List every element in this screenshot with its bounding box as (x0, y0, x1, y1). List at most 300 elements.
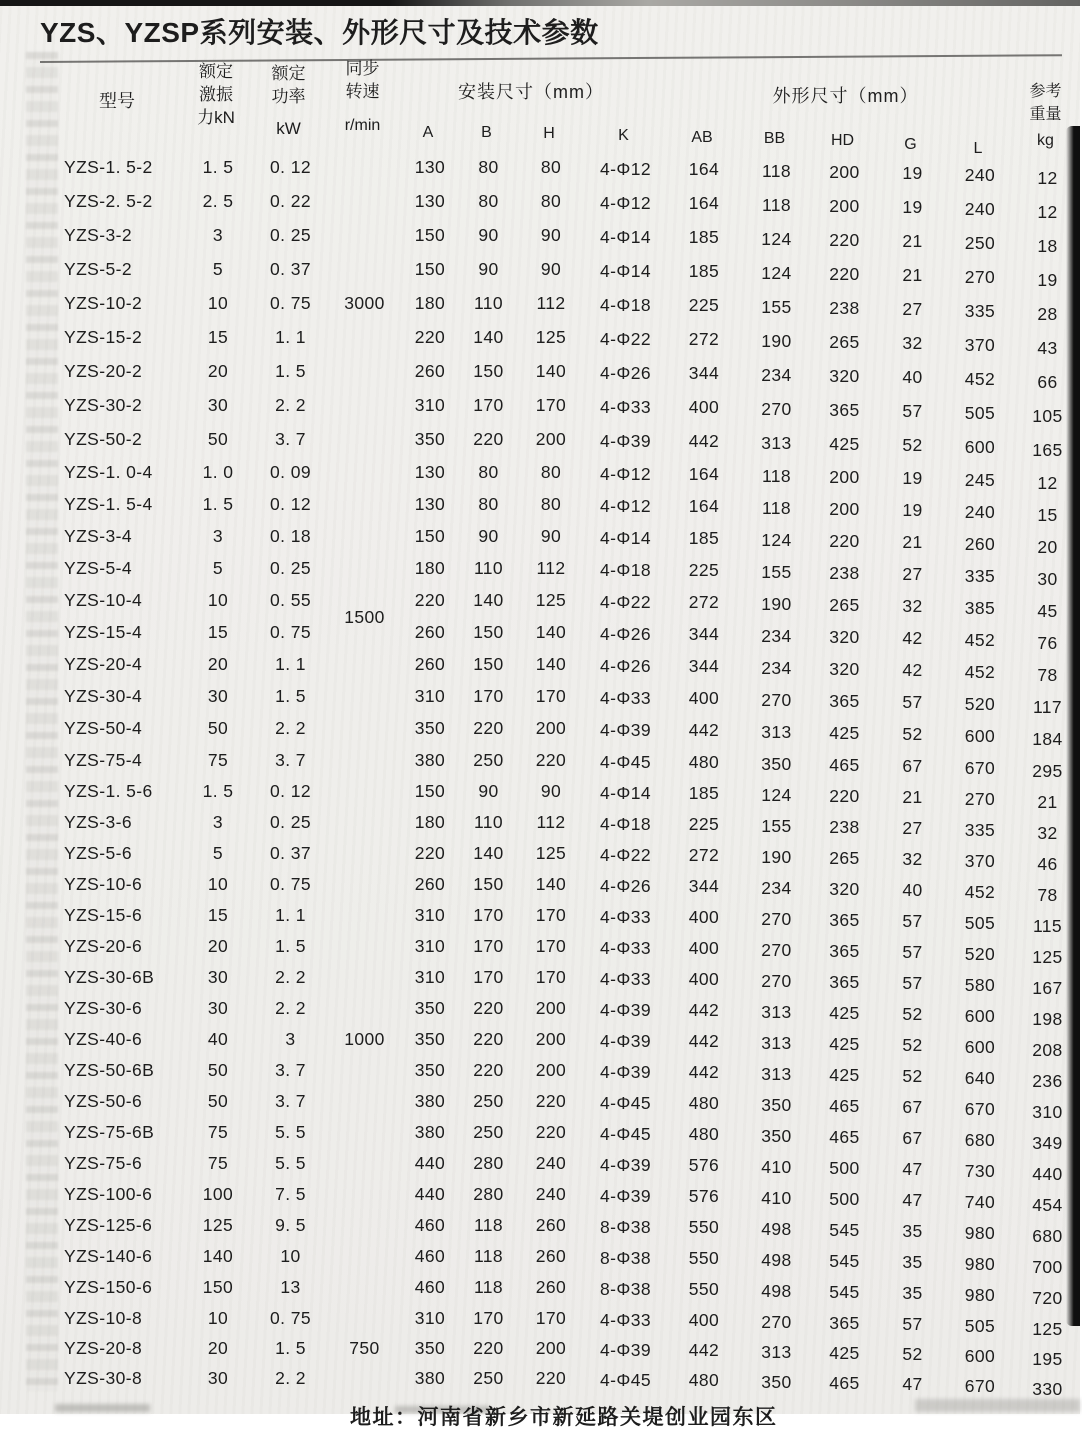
cell-L: 452 (964, 882, 996, 902)
cell-model: YZS-75-6B (64, 1122, 155, 1142)
cell-weight: 184 (1032, 728, 1063, 749)
cell-K: 4-Φ33 (600, 969, 651, 989)
cell-rated-power: 2. 2 (275, 998, 306, 1018)
cell-HD: 500 (829, 1158, 860, 1178)
col-header-sync-speed-line: 同步 (345, 59, 380, 78)
col-header-HD: HD (830, 132, 855, 149)
cell-BB: 350 (761, 1095, 792, 1115)
cell-HD: 365 (829, 941, 860, 961)
cell-B: 250 (473, 749, 504, 770)
cell-exciting-force: 1. 5 (202, 493, 234, 514)
col-header-exciting-force-line: 额定 (199, 62, 233, 81)
col-header-L: L (973, 140, 983, 157)
cell-K: 4-Φ26 (600, 655, 651, 676)
cell-exciting-force: 50 (207, 428, 229, 449)
cell-H: 170 (535, 905, 567, 925)
cell-exciting-force: 5 (212, 258, 224, 279)
cell-G: 52 (902, 1004, 923, 1024)
cell-A: 130 (414, 156, 446, 177)
table-row (0, 218, 1080, 256)
cell-L: 670 (964, 1375, 996, 1396)
cell-A: 260 (414, 360, 446, 381)
cell-AB: 164 (688, 495, 720, 516)
cell-exciting-force: 30 (207, 967, 229, 987)
cell-exciting-force: 50 (207, 717, 229, 738)
cell-H: 170 (535, 394, 567, 415)
cell-AB: 550 (688, 1279, 720, 1299)
cell-G: 47 (902, 1159, 923, 1179)
cell-rated-power: 5. 5 (275, 1122, 306, 1142)
cell-BB: 234 (761, 657, 792, 678)
cell-model: YZS-50-6 (64, 1091, 143, 1111)
cell-L: 370 (964, 851, 996, 871)
cell-exciting-force: 100 (202, 1184, 234, 1204)
cell-AB: 344 (688, 623, 720, 644)
cell-rated-power: 1. 5 (275, 360, 306, 381)
col-header-rated-power-line: 功率 (271, 87, 306, 106)
cell-B: 150 (473, 360, 504, 381)
cell-weight: 78 (1037, 885, 1058, 905)
cell-K: 4-Φ33 (600, 907, 651, 927)
cell-weight: 236 (1032, 1071, 1063, 1091)
table-row (0, 520, 1080, 557)
cell-AB: 442 (688, 719, 720, 740)
cell-exciting-force: 20 (207, 936, 229, 956)
cell-A: 380 (414, 749, 446, 770)
cell-H: 140 (535, 874, 567, 894)
cell-G: 19 (902, 499, 923, 520)
cell-BB: 155 (761, 816, 792, 836)
cell-A: 150 (414, 224, 446, 245)
cell-H: 125 (535, 843, 567, 863)
table-row (0, 252, 1080, 290)
cell-AB: 185 (688, 260, 720, 281)
cell-model: YZS-3-6 (64, 812, 132, 832)
cell-rated-power: 3 (285, 1029, 296, 1049)
cell-rated-power: 3. 7 (275, 1060, 306, 1080)
cell-H: 240 (535, 1153, 567, 1173)
cell-rated-power: 0. 18 (270, 525, 311, 546)
cell-K: 4-Φ39 (600, 1031, 651, 1051)
cell-AB: 225 (688, 559, 720, 580)
cell-HD: 365 (829, 910, 860, 930)
cell-H: 80 (540, 461, 562, 482)
cell-B: 170 (473, 936, 504, 956)
cell-rated-power: 0. 22 (270, 190, 311, 211)
cell-H: 140 (535, 621, 567, 642)
cell-rated-power: 1. 1 (275, 326, 306, 347)
cell-K: 4-Φ33 (600, 687, 651, 708)
cell-A: 440 (414, 1184, 446, 1204)
cell-A: 180 (414, 557, 446, 578)
cell-HD: 200 (829, 161, 860, 182)
cell-exciting-force: 10 (207, 589, 229, 610)
cell-K: 4-Φ26 (600, 362, 651, 383)
cell-A: 440 (414, 1153, 446, 1173)
cell-K: 4-Φ39 (600, 1186, 651, 1206)
cell-AB: 442 (688, 1000, 720, 1020)
cell-L: 270 (964, 266, 996, 287)
cell-weight: 115 (1032, 916, 1063, 936)
cell-L: 452 (964, 629, 996, 650)
cell-A: 380 (414, 1091, 446, 1111)
cell-exciting-force: 10 (207, 874, 229, 894)
cell-rated-power: 3. 7 (275, 428, 306, 449)
col-header-ref-weight-unit: kg (1037, 132, 1054, 149)
cell-HD: 465 (829, 1372, 860, 1393)
table-row (0, 1055, 1080, 1091)
cell-A: 220 (414, 589, 446, 610)
cell-HD: 425 (829, 1034, 860, 1054)
cell-L: 730 (964, 1161, 996, 1181)
cell-B: 250 (473, 1091, 504, 1111)
table-row (0, 931, 1080, 967)
cell-weight: 125 (1032, 947, 1063, 967)
cell-HD: 465 (829, 1096, 860, 1116)
cell-weight: 330 (1032, 1378, 1063, 1399)
cell-G: 67 (902, 1128, 923, 1148)
cell-BB: 234 (761, 625, 792, 646)
col-header-rated-power (250, 62, 327, 140)
cell-A: 130 (414, 461, 446, 482)
cell-model: YZS-10-6 (64, 874, 143, 894)
cell-BB: 313 (761, 1002, 792, 1022)
cell-L: 240 (964, 501, 996, 522)
cell-B: 80 (478, 493, 499, 514)
cell-G: 52 (902, 1343, 923, 1364)
cell-H: 220 (535, 1367, 567, 1388)
cell-G: 27 (902, 818, 923, 838)
col-header-A: A (422, 124, 434, 141)
table-row (0, 807, 1080, 843)
cell-H: 240 (535, 1184, 567, 1204)
table-body (0, 150, 1080, 1399)
cell-HD: 200 (829, 466, 860, 487)
cell-model: YZS-50-4 (64, 717, 143, 738)
table-row (0, 422, 1080, 460)
cell-A: 350 (414, 1060, 446, 1080)
cell-AB: 576 (688, 1155, 720, 1175)
cell-A: 260 (414, 874, 446, 894)
cell-L: 680 (964, 1130, 996, 1150)
cell-H: 90 (540, 258, 562, 279)
cell-L: 600 (964, 1006, 996, 1026)
cell-exciting-force: 50 (207, 1091, 229, 1111)
cell-A: 460 (414, 1215, 446, 1235)
cell-G: 21 (902, 230, 923, 251)
table-row (0, 744, 1080, 781)
cell-exciting-force: 20 (207, 1337, 229, 1358)
col-header-sync-speed-line: 转速 (345, 82, 380, 101)
cell-L: 335 (964, 565, 996, 586)
cell-rated-power: 3. 7 (275, 1091, 306, 1111)
cell-HD: 365 (829, 972, 860, 992)
cell-L: 335 (964, 300, 996, 321)
cell-G: 19 (902, 196, 923, 217)
table-row (0, 150, 1080, 188)
cell-H: 80 (540, 190, 562, 211)
cell-model: YZS-1. 5-2 (64, 156, 153, 177)
cell-model: YZS-15-6 (64, 905, 143, 925)
cell-model: YZS-140-6 (64, 1246, 153, 1266)
cell-H: 200 (535, 1060, 567, 1080)
cell-exciting-force: 5 (212, 557, 224, 578)
cell-weight: 78 (1037, 664, 1058, 685)
cell-A: 380 (414, 1367, 446, 1388)
cell-weight: 12 (1037, 167, 1058, 188)
table-row (0, 184, 1080, 222)
cell-weight: 43 (1037, 337, 1058, 358)
cell-weight: 117 (1032, 696, 1063, 717)
cell-model: YZS-5-4 (64, 557, 132, 578)
cell-model: YZS-10-4 (64, 589, 143, 610)
cell-rated-power: 0. 55 (270, 589, 311, 610)
cell-rated-power: 0. 75 (270, 874, 311, 894)
cell-model: YZS-150-6 (64, 1277, 153, 1297)
cell-K: 4-Φ14 (600, 226, 651, 247)
table-row (0, 1272, 1080, 1308)
cell-L: 520 (964, 944, 996, 964)
cell-K: 8-Φ38 (600, 1279, 651, 1299)
cell-G: 21 (902, 531, 923, 552)
cell-A: 150 (414, 525, 446, 546)
cell-L: 250 (964, 232, 996, 253)
col-header-G: G (904, 136, 917, 153)
cell-G: 40 (902, 366, 923, 387)
cell-A: 310 (414, 967, 446, 987)
cell-model: YZS-75-4 (64, 749, 143, 770)
cell-A: 130 (414, 493, 446, 514)
cell-L: 740 (964, 1192, 996, 1212)
cell-B: 110 (473, 557, 504, 578)
cell-G: 57 (902, 942, 923, 962)
cell-HD: 545 (829, 1282, 860, 1302)
cell-model: YZS-50-2 (64, 428, 143, 449)
cell-G: 57 (902, 400, 923, 421)
cell-G: 32 (902, 332, 923, 353)
cell-L: 505 (964, 402, 996, 423)
cell-weight: 12 (1037, 472, 1058, 493)
cell-K: 4-Φ22 (600, 845, 651, 865)
cell-B: 220 (473, 717, 504, 738)
cell-G: 52 (902, 1035, 923, 1055)
cell-model: YZS-1. 5-6 (64, 781, 153, 801)
cell-K: 4-Φ22 (600, 328, 651, 349)
cell-B: 280 (473, 1153, 504, 1173)
cell-H: 112 (536, 292, 566, 313)
cell-model: YZS-20-4 (64, 653, 143, 674)
cell-exciting-force: 20 (207, 360, 229, 381)
cell-A: 350 (414, 998, 446, 1018)
cell-rated-power: 0. 37 (270, 843, 311, 863)
cell-BB: 155 (761, 561, 792, 582)
table-row (0, 648, 1080, 685)
cell-A: 150 (414, 781, 446, 801)
cell-H: 170 (535, 936, 567, 956)
table-row (0, 838, 1080, 874)
cell-exciting-force: 40 (207, 1029, 229, 1049)
cell-model: YZS-3-4 (64, 525, 132, 546)
col-header-sync-speed-unit: r/min (344, 117, 381, 134)
col-header-rated-power-line: 额定 (271, 64, 306, 83)
cell-L: 520 (964, 693, 996, 714)
cell-HD: 425 (829, 1342, 860, 1363)
cell-G: 67 (902, 755, 923, 776)
table-row (0, 320, 1080, 358)
cell-rated-power: 1. 5 (275, 1337, 306, 1358)
table-row (0, 1086, 1080, 1122)
cell-G: 47 (902, 1373, 923, 1394)
cell-exciting-force: 140 (202, 1246, 234, 1266)
cell-model: YZS-75-6 (64, 1153, 143, 1173)
col-header-ref-weight-line: 重量 (1029, 106, 1062, 123)
cell-AB: 400 (688, 938, 720, 958)
cell-exciting-force: 10 (207, 292, 229, 313)
cell-AB: 225 (688, 294, 720, 315)
cell-G: 42 (902, 627, 923, 648)
cell-BB: 124 (761, 529, 792, 550)
cell-model: YZS-15-2 (64, 326, 143, 347)
cell-L: 505 (964, 1315, 996, 1336)
cell-K: 4-Φ33 (600, 1309, 651, 1330)
cell-G: 52 (902, 723, 923, 744)
cell-exciting-force: 2. 5 (202, 190, 234, 211)
cell-rated-power: 0. 25 (270, 812, 311, 832)
cell-B: 220 (473, 428, 504, 449)
table-row (0, 552, 1080, 589)
cell-BB: 124 (761, 228, 792, 249)
cell-AB: 442 (688, 1062, 720, 1082)
cell-rated-power: 0. 25 (270, 557, 311, 578)
cell-exciting-force: 30 (207, 998, 229, 1018)
cell-H: 170 (535, 1307, 567, 1328)
cell-G: 47 (902, 1190, 923, 1210)
cell-BB: 270 (761, 1311, 792, 1332)
table-row (0, 869, 1080, 905)
cell-weight: 21 (1037, 792, 1058, 812)
cell-L: 600 (964, 1037, 996, 1057)
cell-L: 335 (964, 820, 996, 840)
cell-H: 200 (535, 998, 567, 1018)
cell-model: YZS-5-6 (64, 843, 132, 863)
cell-AB: 550 (688, 1217, 720, 1237)
cell-HD: 545 (829, 1251, 860, 1271)
cell-model: YZS-100-6 (64, 1184, 153, 1204)
cell-B: 280 (473, 1184, 504, 1204)
cell-BB: 118 (761, 465, 792, 486)
cell-B: 220 (473, 1337, 504, 1358)
cell-AB: 185 (688, 783, 720, 803)
cell-HD: 545 (829, 1220, 860, 1240)
cell-model: YZS-10-2 (64, 292, 143, 313)
cell-exciting-force: 5 (212, 843, 224, 863)
cell-rated-power: 1. 5 (275, 685, 306, 706)
cell-BB: 313 (761, 1064, 792, 1084)
cell-L: 245 (964, 469, 996, 490)
cell-weight: 18 (1037, 235, 1058, 256)
cell-weight: 28 (1037, 303, 1058, 324)
cell-H: 200 (535, 1029, 567, 1049)
cell-G: 52 (902, 434, 923, 455)
table-row (0, 900, 1080, 936)
cell-HD: 265 (829, 848, 860, 868)
cell-model: YZS-5-2 (64, 258, 132, 279)
cell-K: 4-Φ45 (600, 1369, 651, 1390)
cell-HD: 425 (829, 722, 860, 743)
cell-rated-power: 0. 09 (270, 461, 311, 482)
cell-G: 67 (902, 1097, 923, 1117)
cell-weight: 349 (1032, 1133, 1063, 1153)
cell-B: 118 (473, 1246, 504, 1266)
cell-BB: 234 (761, 878, 792, 898)
cell-K: 4-Φ39 (600, 1155, 651, 1175)
cell-B: 170 (473, 967, 504, 987)
cell-A: 350 (414, 717, 446, 738)
cell-HD: 425 (829, 1065, 860, 1085)
cell-B: 80 (478, 461, 499, 482)
cell-AB: 164 (688, 192, 720, 213)
cell-exciting-force: 15 (207, 905, 229, 925)
cell-A: 310 (414, 394, 446, 415)
cell-BB: 270 (761, 971, 792, 991)
cell-HD: 220 (829, 530, 860, 551)
cell-exciting-force: 125 (202, 1215, 234, 1235)
scan-artifact-smudge (55, 1404, 150, 1412)
cell-rated-power: 2. 2 (275, 967, 306, 987)
cell-B: 220 (473, 1060, 504, 1080)
cell-K: 4-Φ39 (600, 430, 651, 451)
cell-BB: 313 (761, 1033, 792, 1053)
cell-B: 170 (473, 685, 504, 706)
cell-H: 140 (535, 360, 567, 381)
cell-H: 125 (535, 589, 567, 610)
cell-A: 350 (414, 428, 446, 449)
table-row (0, 1024, 1080, 1060)
cell-HD: 320 (829, 879, 860, 899)
cell-weight: 295 (1032, 760, 1063, 781)
scan-artifact-smudge (915, 1399, 1080, 1412)
cell-weight: 15 (1037, 504, 1058, 525)
cell-A: 460 (414, 1277, 446, 1297)
cell-AB: 442 (688, 430, 720, 451)
cell-H: 200 (535, 428, 567, 449)
table-row (0, 776, 1080, 812)
cell-model: YZS-30-8 (64, 1367, 143, 1388)
col-header-AB: AB (691, 129, 713, 146)
cell-K: 4-Φ33 (600, 938, 651, 958)
cell-L: 640 (964, 1068, 996, 1088)
cell-K: 4-Φ39 (600, 719, 651, 740)
cell-AB: 272 (688, 591, 720, 612)
cell-H: 80 (540, 493, 562, 514)
cell-rated-power: 0. 12 (270, 156, 311, 177)
cell-rated-power: 2. 2 (275, 717, 306, 738)
cell-K: 4-Φ45 (600, 751, 651, 772)
cell-L: 240 (964, 198, 996, 219)
cell-A: 220 (414, 843, 446, 863)
cell-weight: 66 (1037, 371, 1058, 392)
cell-AB: 400 (688, 1309, 720, 1330)
cell-K: 8-Φ38 (600, 1248, 651, 1268)
cell-HD: 365 (829, 690, 860, 711)
cell-A: 180 (414, 292, 446, 313)
cell-K: 4-Φ12 (600, 463, 651, 484)
cell-rated-power: 1. 1 (275, 905, 306, 925)
cell-exciting-force: 1. 5 (202, 156, 234, 177)
cell-BB: 313 (761, 1341, 792, 1362)
cell-HD: 200 (829, 498, 860, 519)
cell-A: 350 (414, 1029, 446, 1049)
